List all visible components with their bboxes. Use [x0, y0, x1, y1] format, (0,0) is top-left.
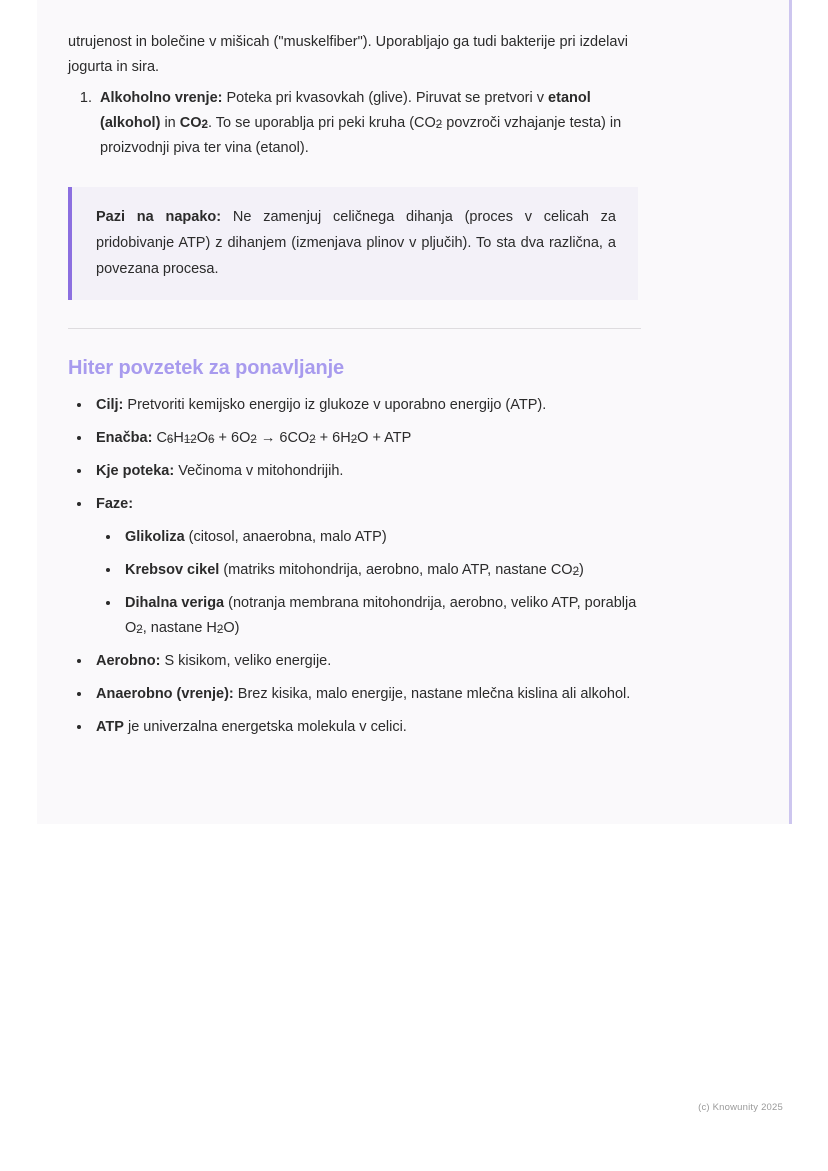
section-divider [68, 328, 641, 329]
summary-lead-faze: Faze: [96, 496, 134, 512]
footer-copyright: (c) Knowunity 2025 [698, 1102, 783, 1113]
list-item-text-2: in [160, 115, 180, 131]
summary-lead-kje: Kje poteka: [96, 463, 175, 479]
summary-lead-atp: ATP [96, 719, 124, 735]
formula-co: CO [179, 115, 202, 131]
phase-text-glikoliza: (citosol, anaerobna, malo ATP) [184, 529, 387, 545]
phase-lead-glikoliza: Glikoliza [125, 529, 185, 545]
list-item [92, 393, 648, 418]
summary-list [68, 393, 648, 740]
callout-paragraph [96, 204, 616, 282]
phase-lead-krebsov: Krebsov cikel [125, 562, 220, 578]
summary-text-cilj: Pretvoriti kemijsko energijo iz glukoze v uporabno energijo (ATP). [123, 397, 547, 413]
numbered-list [68, 86, 648, 161]
list-item [92, 459, 648, 484]
list-item-lead: Alkoholno vrenje: [100, 90, 223, 106]
list-item-text-3: . To se uporablja pri peki kruha (CO [207, 115, 436, 131]
section-title: Hiter povzetek za ponavljanje [68, 357, 345, 379]
callout-lead: Pazi na napako: [96, 209, 222, 225]
summary-text-kje: Večinoma v mitohondrijih. [174, 463, 344, 479]
list-item-bold-2: etanol (alkohol) [100, 90, 591, 131]
list-item [92, 492, 648, 641]
summary-text-enacba: C6H12O6 + 6O2 → 6CO2 + 6H2O + ATP [152, 430, 412, 446]
summary-lead-anaerobno: Anaerobno (vrenje): [96, 686, 234, 702]
phase-text-dihalna: (notranja membrana mitohondrija, aerobno, veliko ATP, porablja O2, nastane H2O) [125, 595, 637, 636]
summary-lead-enacba: Enačba: [96, 430, 153, 446]
warning-callout [68, 187, 638, 300]
subscript-2: 2 [201, 118, 208, 131]
phase-lead-dihalna: Dihalna veriga [125, 595, 225, 611]
summary-text-anaerobno: Brez kisika, malo energije, nastane mlečna kislina ali alkohol. [233, 686, 631, 702]
callout-text: Ne zamenjuj celičnega dihanja (proces v celicah za pridobivanje ATP) z dihanjem (izmenjava plinov v pljučih). To sta dva različna, a povezana procesa. [96, 209, 616, 277]
list-item [96, 86, 648, 161]
summary-text-atp: je univerzalna energetska molekula v celici. [123, 719, 407, 735]
continued-paragraph: utrujenost in bolečine v mišicah ("muskelfiber"). Uporabljajo ga tudi bakterije pri izdelavi jogurta in sira. [68, 34, 628, 75]
list-item [92, 426, 648, 451]
list-item [121, 525, 648, 550]
list-item [121, 591, 648, 641]
list-item-text-1: Poteka pri kvasovkah (glive). Piruvat se pretvori v [222, 90, 549, 106]
list-item [121, 558, 648, 583]
list-item [92, 682, 648, 707]
document-body [68, 30, 648, 748]
list-item [92, 649, 648, 674]
list-item [92, 715, 648, 740]
list-item-text-4: povzroči vzhajanje testa) in proizvodnji piva ter vina (etanol). [100, 115, 622, 156]
list-item-bold-3 [180, 115, 208, 131]
phase-text-krebsov: (matriks mitohondrija, aerobno, malo ATP, nastane CO2) [219, 562, 584, 578]
subscript-2b: 2 [435, 118, 443, 131]
summary-lead-aerobno: Aerobno: [96, 653, 161, 669]
phases-list [96, 525, 648, 641]
summary-lead-cilj: Cilj: [96, 397, 124, 413]
summary-text-aerobno: S kisikom, veliko energije. [160, 653, 332, 669]
